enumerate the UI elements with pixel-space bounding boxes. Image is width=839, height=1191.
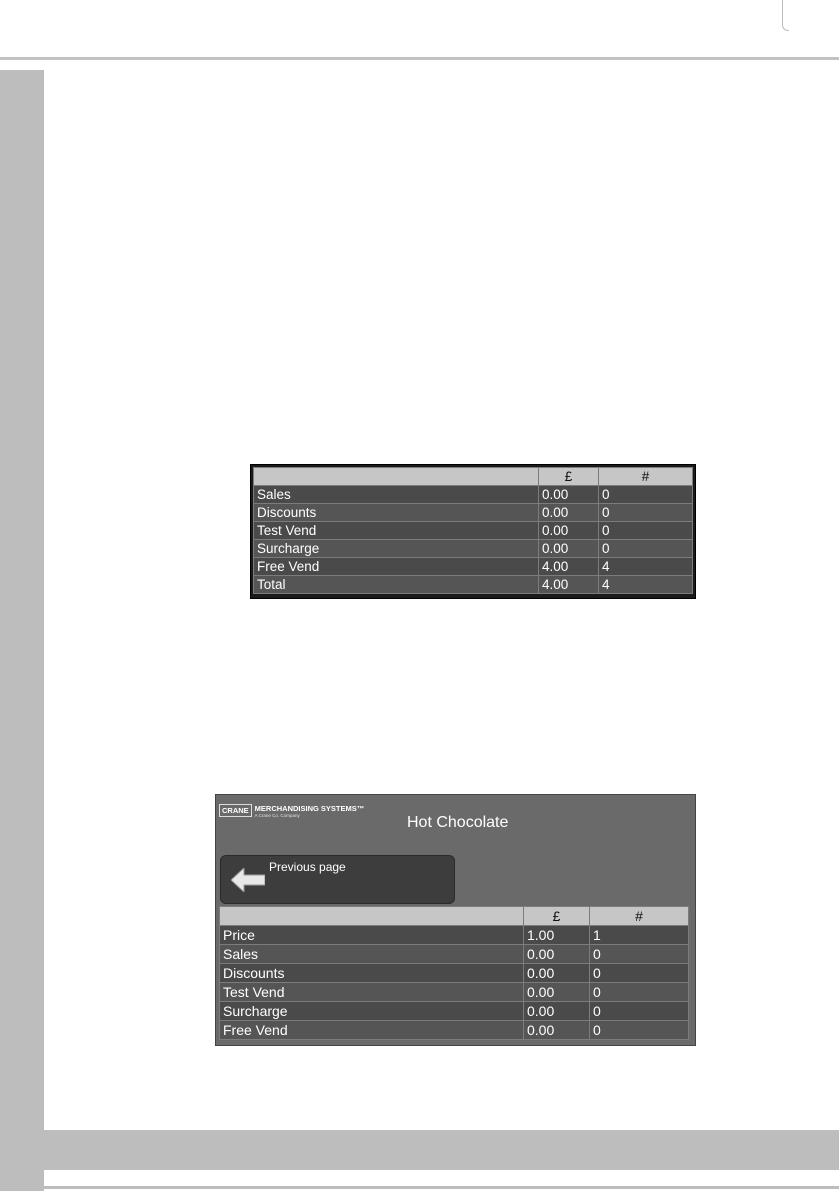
row-label: Price <box>220 926 524 945</box>
product-table <box>219 906 689 1040</box>
top-rule <box>0 57 839 60</box>
row-amount: 0.00 <box>539 504 599 522</box>
table-row <box>220 983 689 1002</box>
previous-page-label: Previous page <box>269 860 346 874</box>
logo-box: CRANE <box>219 804 252 817</box>
row-count: 4 <box>599 558 693 576</box>
row-amount: 0.00 <box>524 945 590 964</box>
left-band <box>0 70 44 1191</box>
row-count: 1 <box>590 926 689 945</box>
row-label: Total <box>254 576 539 594</box>
row-label: Test Vend <box>220 983 524 1002</box>
row-amount: 0.00 <box>539 540 599 558</box>
header-label <box>220 907 524 926</box>
row-amount: 0.00 <box>524 1002 590 1021</box>
table-row <box>220 926 689 945</box>
row-count: 0 <box>599 504 693 522</box>
row-amount: 4.00 <box>539 576 599 594</box>
row-count: 0 <box>599 522 693 540</box>
table-header-row <box>254 468 693 486</box>
previous-page-button[interactable] <box>220 855 455 904</box>
logo-text <box>255 804 365 819</box>
row-amount: 0.00 <box>539 522 599 540</box>
bottom-band <box>0 1130 839 1170</box>
row-amount: 0.00 <box>539 486 599 504</box>
table-row <box>220 964 689 983</box>
row-label: Sales <box>220 945 524 964</box>
row-label: Surcharge <box>220 1002 524 1021</box>
table-row <box>254 558 693 576</box>
header-amount: £ <box>539 468 599 486</box>
crane-logo <box>219 804 364 819</box>
bottom-rule <box>0 1186 839 1189</box>
table-row <box>220 1002 689 1021</box>
row-amount: 0.00 <box>524 964 590 983</box>
row-label: Free Vend <box>220 1021 524 1040</box>
arrow-left-icon <box>231 868 265 892</box>
row-count: 0 <box>590 964 689 983</box>
corner-mark <box>782 0 789 31</box>
row-label: Discounts <box>220 964 524 983</box>
row-amount: 0.00 <box>524 1021 590 1040</box>
row-label: Free Vend <box>254 558 539 576</box>
table-row <box>220 1021 689 1040</box>
screen-title: Hot Chocolate <box>407 814 509 831</box>
row-amount: 4.00 <box>539 558 599 576</box>
table-row <box>254 504 693 522</box>
logo-name: MERCHANDISING SYSTEMS™ <box>254 804 365 813</box>
row-label: Discounts <box>254 504 539 522</box>
row-amount: 0.00 <box>524 983 590 1002</box>
row-count: 0 <box>590 1002 689 1021</box>
header-amount: £ <box>524 907 590 926</box>
row-count: 0 <box>590 983 689 1002</box>
table-row <box>254 540 693 558</box>
row-count: 0 <box>599 486 693 504</box>
row-count: 0 <box>590 1021 689 1040</box>
logo-sub: A Crane Co. Company <box>254 813 300 818</box>
table-header-row <box>220 907 689 926</box>
row-label: Test Vend <box>254 522 539 540</box>
row-count: 0 <box>599 540 693 558</box>
row-count: 0 <box>590 945 689 964</box>
row-amount: 1.00 <box>524 926 590 945</box>
row-label: Sales <box>254 486 539 504</box>
row-label: Surcharge <box>254 540 539 558</box>
table-row <box>220 945 689 964</box>
header-label <box>254 468 539 486</box>
header-count: # <box>590 907 689 926</box>
table-row <box>254 486 693 504</box>
table-row <box>254 576 693 594</box>
totals-table <box>253 467 693 594</box>
row-count: 4 <box>599 576 693 594</box>
table-row <box>254 522 693 540</box>
header-count: # <box>599 468 693 486</box>
